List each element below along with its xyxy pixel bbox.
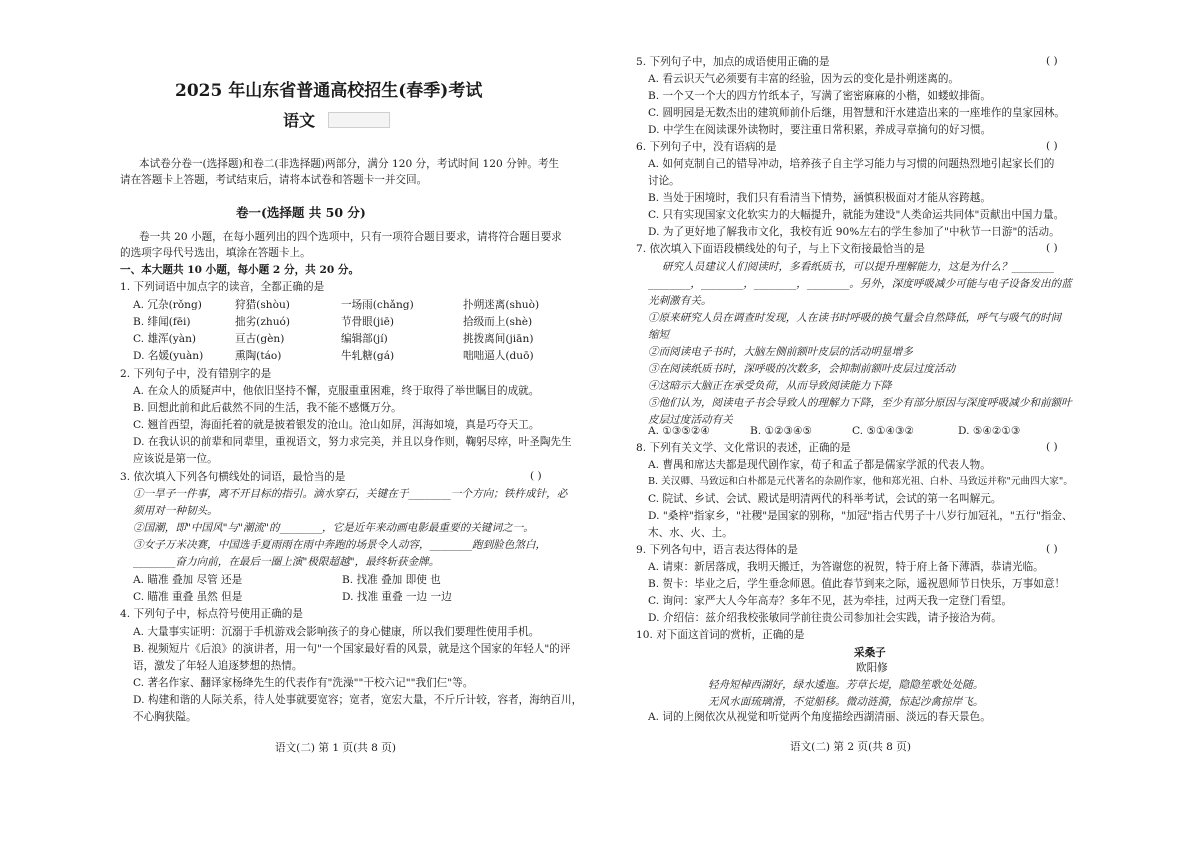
q1-option: 拙劣(zhuó): [235, 316, 291, 328]
q7-passage-line: 研究人员建议人们阅读时，多看纸质书，可以提升理解能力，这是为什么？________: [662, 261, 1054, 273]
q1-option: 熏陶(táo): [235, 350, 282, 362]
q1-option: B. 绯闻(fēi): [133, 316, 191, 328]
q7-item-line: ②而阅读电子书时，大脑左侧前额叶皮层的活动明显增多: [648, 346, 913, 358]
q7-item-line: ⑤他们认为，阅读电子书会导致人的理解力下降，至少有部分原因与深度呼吸减少和前额叶: [648, 397, 1072, 409]
section-intro-line: 卷一共 20 小题，在每小题列出的四个选项中，只有一项符合题目要求，请将符合题目要求: [139, 231, 562, 243]
q7-option: B. ①②③④⑤: [750, 425, 813, 437]
q4-line: B. 视频短片《后浪》的演讲者，用一句"一个国家最好看的风景，就是这个国家的年轻人"的评: [133, 643, 571, 655]
q1-option: C. 雄浑(yàn): [133, 333, 197, 345]
q4-line: A. 大量事实证明：沉溺于手机游戏会影响孩子的身心健康，所以我们要理性使用手机。: [133, 626, 540, 638]
q8-line: D. "桑梓"指家乡，"社稷"是国家的别称，"加冠"指古代男子十八岁行加冠礼，"五行"指金、: [648, 510, 1073, 522]
poem-line: 轻舟短棹西湖好，绿水逶迤。芳草长堤，隐隐笙歌处处随。: [708, 679, 984, 691]
q3-option: A. 瞄准 叠加 尽管 还是: [133, 574, 243, 586]
q6-answer-paren: ( ): [1046, 140, 1058, 152]
q9-stem: 9. 下列各句中，语言表达得体的是: [636, 544, 798, 556]
q3-option: C. 瞄准 重叠 虽然 但是: [133, 591, 243, 603]
q1-option: 狩猎(shòu): [235, 299, 290, 311]
q2-line: B. 回想此前和此后截然不同的生活，我不能不感慨万分。: [133, 402, 402, 414]
redaction-stamp: [328, 112, 390, 128]
q3-line: 须用对一种韧头。: [133, 505, 218, 517]
q3-line: ①一旱子一件事，离不开目标的指引。滴水穿石，关键在于________一个方向；铁杵成针，必: [133, 488, 568, 500]
q4-line: C. 著名作家、翻译家杨绛先生的代表作有"洗澡""干校六记""我们仨"等。: [133, 677, 474, 689]
q5-line: A. 看云识天气必须要有丰富的经验，因为云的变化是扑朔迷离的。: [648, 73, 960, 85]
q7-item-line: ③在阅读纸质书时，深呼吸的次数多，会抑制前额叶皮层过度活动: [648, 363, 956, 375]
q6-line: C. 只有实现国家文化软实力的大幅提升，就能为建设"人类命运共同体"贡献出中国力量。: [648, 209, 1065, 221]
q3-option: B. 找准 叠加 即使 也: [342, 574, 441, 586]
part-heading: 一、本大题共 10 小题，每小题 2 分，共 20 分。: [120, 264, 360, 276]
q1-option: 牛轧糖(gá): [341, 350, 395, 362]
q1-option: 挑拨离间(jiān): [463, 333, 534, 345]
q1-option: D. 名媛(yuàn): [133, 350, 204, 362]
exam-title: 2025 年山东省普通高校招生(春季)考试: [175, 81, 483, 101]
q4-line: D. 构建和谐的人际关系，待人处事就要宽容；宽者，宽宏大量，不斤斤计较，容者，海纳百川，: [133, 694, 583, 706]
q2-line: 应该说是第一位。: [133, 453, 218, 465]
q6-line: B. 当处于困境时，我们只有看清当下情势，涵慎积极面对才能从容跨越。: [648, 192, 991, 204]
q7-stem: 7. 依次填入下面语段横线处的句子，与上下文衔接最恰当的是: [636, 243, 925, 255]
q8-line: A. 曹禺和席达夫都是现代剧作家，荀子和孟子都是儒家学派的代表人物。: [648, 459, 991, 471]
q9-line: B. 贺卡：毕业之后，学生垂念师恩。值此春节到来之际，遥祝恩师节日快乐，万事如意！: [648, 578, 1066, 590]
q8-stem: 8. 下列有关文学、文化常识的表述，正确的是: [636, 442, 851, 454]
q4-line: 不心胸狭隘。: [133, 711, 197, 723]
q2-stem: 2. 下列句子中，没有错别字的是: [120, 368, 272, 380]
q2-line: A. 在众人的质疑声中，他依旧坚持不懈，克服重重困难，终于取得了举世瞩目的成就。: [133, 385, 540, 397]
poem-line: 无风水面琉璃滑，不觉船移。微动涟漪，惊起沙禽掠岸飞。: [708, 696, 984, 708]
instructions-line: 请在答题卡上答题，考试结束后，请将本试卷和答题卡一并交回。: [120, 174, 428, 186]
instructions-line: 本试卷分卷一(选择题)和卷二(非选择题)两部分，满分 120 分，考试时间 120 分钟。考生: [139, 158, 560, 170]
q2-line: D. 在我认识的前辈和同辈里，重视语文，努力求完美，并且以身作则，鞠躬尽瘁，叶圣陶先生: [133, 436, 572, 448]
q1-option: 亘古(gèn): [235, 333, 285, 345]
section-intro-line: 的选项字母代号选出，填涂在答题卡上。: [120, 247, 311, 259]
q7-item-line: ①原来研究人员在调查时发现，人在读书时呼吸的换气量会自然降低，呼气与吸气的时间: [648, 312, 1062, 324]
q3-line: ②国潮，即"中国风"与"潮流"的________，它是近年来动画电影最重要的关键词之一。: [133, 522, 534, 534]
q1-option: 一场雨(chǎng): [341, 299, 414, 311]
q5-line: D. 中学生在阅读课外读物时，要注重日常积累，养成寻章摘句的好习惯。: [648, 124, 992, 136]
q7-item-line: 缩短: [648, 329, 670, 341]
q8-line: B. 关汉卿、马致远和白朴都是元代著名的杂剧作家，他和郑光祖、白朴、马致远并称"元曲四大家"。: [648, 476, 1073, 487]
q9-line: D. 介绍信：兹介绍我校张敏同学前往贵公司参加社会实践，请予接洽为荷。: [648, 612, 1002, 624]
subject-title: 语文: [283, 111, 316, 130]
q1-row-a: [133, 298, 539, 312]
q3-option: D. 找准 重叠 一边 一边: [342, 591, 452, 603]
q8-line: 木、水、火、土。: [648, 527, 733, 539]
q1-option: 咄咄逼人(duō): [463, 350, 534, 362]
q1-option: 拾级而上(shè): [463, 316, 533, 328]
q7-item-line: 皮层过度活动有关: [648, 414, 733, 426]
q2-line: C. 翘首西望，海面托着的就是披着银发的沧山。沧山如屏，洱海如境，真是巧夺天工。: [133, 419, 540, 431]
q1-option: 扑朔迷离(shuò): [463, 299, 540, 311]
q3-stem: 3. 依次填入下列各句横线处的词语，最恰当的是: [120, 471, 346, 483]
q5-line: C. 圆明园是无数杰出的建筑师前仆后继，用智慧和汗水建造出来的一座堆作的皇家园林。: [648, 107, 1066, 119]
q7-passage-line: ________，________，________，________。另外，深度呼吸减少可能与电子设备发出的蓝: [648, 278, 1072, 290]
section-title: 卷一(选择题 共 50 分): [236, 205, 366, 220]
q3-answer-paren: ( ): [530, 470, 542, 482]
right-page: [600, 0, 1200, 849]
q1-option: 节骨眼(jiē): [341, 316, 394, 328]
q6-line: D. 为了更好地了解我市文化，我校有近 90%左右的学生参加了"中秋节一日游"的活动。: [648, 226, 1060, 238]
q9-line: C. 询问：家严大人今年高寿？多年不见，甚为牵挂，过两天我一定登门看望。: [648, 595, 1013, 607]
q7-passage-line: 光刺激有关。: [648, 295, 712, 307]
q6-line: A. 如何克制自己的错导冲动，培养孩子自主学习能力与习惯的问题热烈地引起家长们的: [648, 158, 1055, 170]
q1-option: 编辑部(jí): [341, 333, 388, 345]
q1-stem: 1. 下列词语中加点字的读音，全都正确的是: [120, 281, 325, 293]
q9-line: A. 请柬：新居落成，我明天搬迁，为答谢您的祝贺，特于府上备下薄酒，恭请光临。: [648, 561, 1044, 573]
q5-answer-paren: ( ): [1046, 55, 1058, 67]
q3-line: ③女子万米决赛，中国选手夏雨雨在雨中奔跑的场景令人动容，________跑到脸色煞白，: [133, 539, 547, 551]
page-footer: 语文(二) 第 1 页(共 8 页): [275, 742, 397, 754]
q4-line: 语，激发了年轻人追逐梦想的热情。: [133, 660, 303, 672]
q6-line: 讨论。: [648, 175, 680, 187]
poem-title: 采桑子: [854, 647, 886, 659]
q7-option: A. ①③⑤②④: [648, 425, 710, 437]
q1-row-b: [133, 315, 532, 329]
q1-row-c: [133, 332, 533, 346]
q5-stem: 5. 下列句子中，加点的成语使用正确的是: [636, 56, 830, 68]
q8-line: C. 院试、乡试、会试、殿试是明清两代的科举考试，会试的第一名叫解元。: [648, 493, 1002, 505]
q10-option: A. 词的上阕依次从视觉和听觉两个角度描绘西湖清丽、淡远的春天景色。: [648, 711, 991, 723]
page-footer: 语文(二) 第 2 页(共 8 页): [790, 741, 912, 753]
q3-line: ________奋力向前，在最后一圈上演"极限超越"，最终斩获金牌。: [133, 556, 440, 568]
q7-answer-paren: ( ): [1046, 242, 1058, 254]
poem-author: 欧阳修: [856, 662, 888, 674]
q1-row-d: [133, 349, 534, 363]
q10-stem: 10. 对下面这首词的赏析，正确的是: [636, 629, 805, 641]
q7-option: D. ⑤④②①③: [958, 425, 1021, 437]
q5-line: B. 一个又一个大的四方竹纸本子，写满了密密麻麻的小楷，如蝼蚁排衙。: [648, 90, 991, 102]
q6-stem: 6. 下列句子中，没有语病的是: [636, 141, 777, 153]
q4-stem: 4. 下列句子中，标点符号使用正确的是: [120, 608, 303, 620]
q9-answer-paren: ( ): [1046, 543, 1058, 555]
q1-option: A. 冗杂(rǒng): [133, 299, 202, 311]
q7-item-line: ④这暗示大脑正在承受负荷，从而导致阅读能力下降: [648, 380, 892, 392]
q7-option: C. ⑤①④③②: [852, 425, 914, 437]
q8-answer-paren: ( ): [1046, 441, 1058, 453]
